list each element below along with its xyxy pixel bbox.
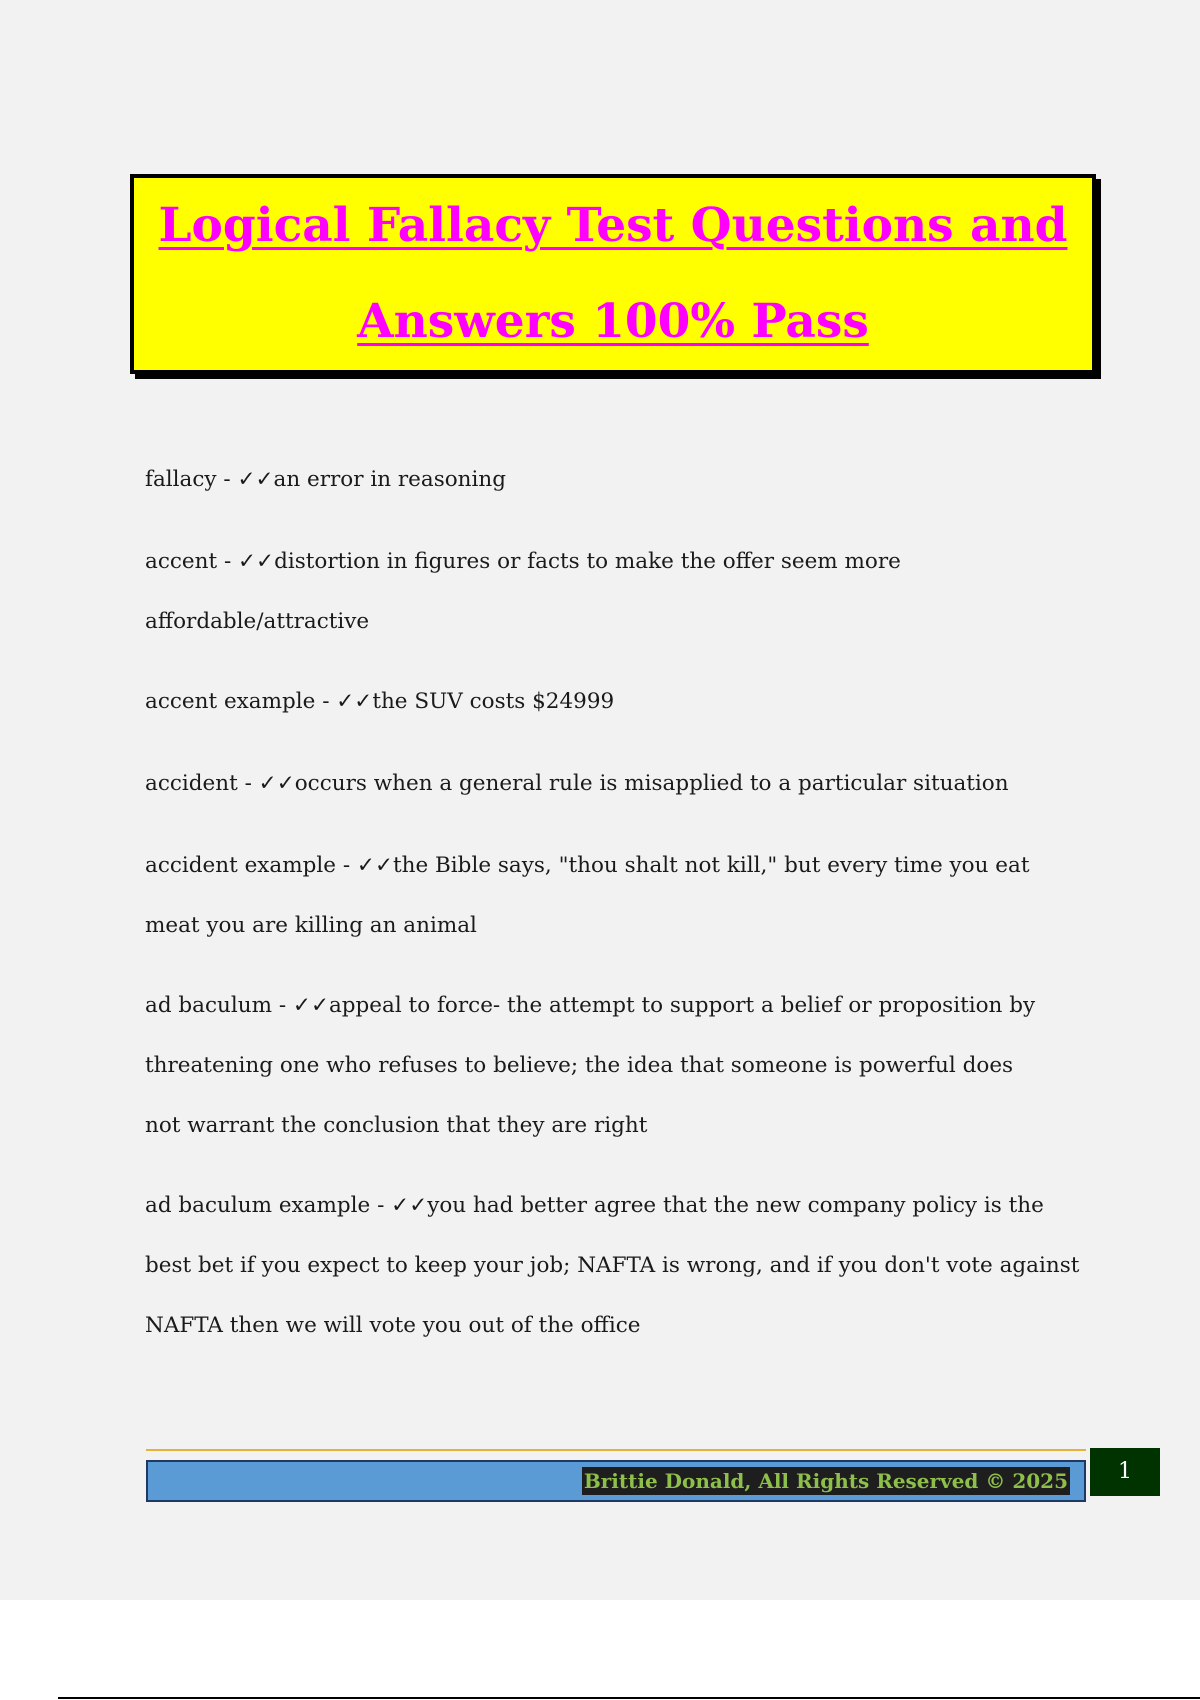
qa-item-accident: accident - ✓✓occurs when a general rule is misapplied to a particular situation	[145, 771, 1009, 796]
title-line-2: Answers 100% Pass	[357, 294, 869, 349]
qa-item-accent-example: accent example - ✓✓the SUV costs $24999	[145, 689, 615, 714]
qa-item-ad-baculum: ad baculum - ✓✓appeal to force- the attempt to support a belief or proposition by threatening one who refuses to believe; the idea that someone is powerful does not warrant the conclusion that they are right	[145, 993, 1036, 1138]
footer-bar	[146, 1460, 1086, 1502]
qa-item-accident-example: accident example - ✓✓the Bible says, "thou shalt not kill," but every time you eat meat you are killing an animal	[145, 853, 1030, 938]
qa-item-fallacy: fallacy - ✓✓an error in reasoning	[145, 467, 507, 492]
footer-divider	[146, 1449, 1086, 1451]
qa-list	[145, 450, 1085, 1376]
bottom-divider	[58, 1697, 1200, 1699]
qa-item-accent: accent - ✓✓distortion in figures or facts to make the offer seem more affordable/attractive	[145, 549, 901, 634]
footer-copyright: Brittie Donald, All Rights Reserved © 2025	[583, 1469, 1068, 1493]
qa-item-ad-baculum-example: ad baculum example - ✓✓you had better agree that the new company policy is the best bet if you expect to keep your job; NAFTA is wrong, and if you don't vote against NAFTA then we will vote you out of the office	[145, 1193, 1080, 1338]
title-line-1: Logical Fallacy Test Questions and	[158, 198, 1068, 253]
title-box	[130, 174, 1096, 374]
page-number: 1	[1090, 1448, 1160, 1496]
